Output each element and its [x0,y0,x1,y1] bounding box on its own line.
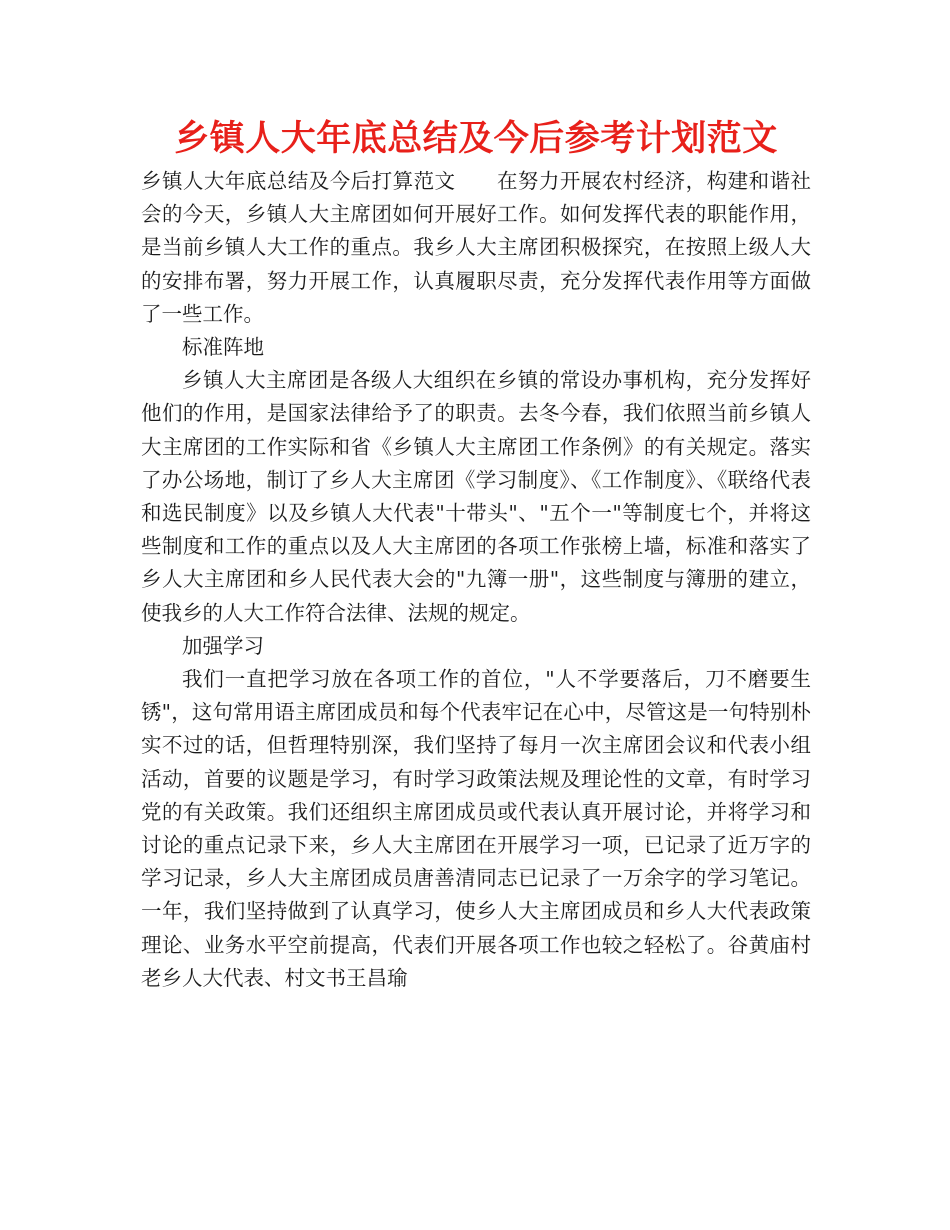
document-title: 乡镇人大年底总结及今后参考计划范文 [174,119,778,159]
intro-lead: 乡镇人大年底总结及今后打算范文 [141,169,456,193]
document-page [141,113,811,995]
section-heading: 标准阵地 [182,335,264,360]
intro-text: 在努力开展农村经济，构建和谐社会的今天，乡镇人大主席团如何开展好工作。如何发挥代表的职能作用，是当前乡镇人大工作的重点。我乡人大主席团积极探究，在按照上级人大的安排布署，努力开展工作，认真履职尽责，充分发挥代表作用等方面做了一些工作。 [141,169,811,326]
section-heading: 加强学习 [182,633,264,658]
section-body: 乡镇人大主席团是各级人大组织在乡镇的常设办事机构，充分发挥好他们的作用，是国家法律给予了的职责。去冬今春，我们依照当前乡镇人大主席团的工作实际和省《乡镇人大主席团工作条例》的有关规定。落实了办公场地，制订了乡人大主席团《学习制度》、《工作制度》、《联络代表和选民制度》以及乡镇人大代表"十带头"、"五个一"等制度七个，并将这些制度和工作的重点以及人大主席团的各项工作张榜上墙，标准和落实了乡人大主席团和乡人民代表大会的"九簿一册"，这些制度与簿册的建立，使我乡的人大工作符合法律、法规的规定。 [141,368,811,625]
section-body: 我们一直把学习放在各项工作的首位，"人不学要落后，刀不磨要生锈"，这句常用语主席团成员和每个代表牢记在心中，尽管这是一句特别朴实不过的话，但哲理特别深，我们坚持了每月一次主席团会议和代表小组活动，首要的议题是学习，有时学习政策法规及理论性的文章，有时学习党的有关政策。我们还组织主席团成员或代表认真开展讨论，并将学习和讨论的重点记录下来，乡人大主席团在开展学习一项，已记录了近万字的学习记录，乡人大主席团成员唐善清同志已记录了一万余字的学习笔记。一年，我们坚持做到了认真学习，使乡人大主席团成员和乡人大代表政策理论、业务水平空前提高，代表们开展各项工作也较之轻松了。谷黄庙村老乡人大代表、村文书王昌瑜 [141,667,811,990]
intro-paragraph [141,165,811,331]
